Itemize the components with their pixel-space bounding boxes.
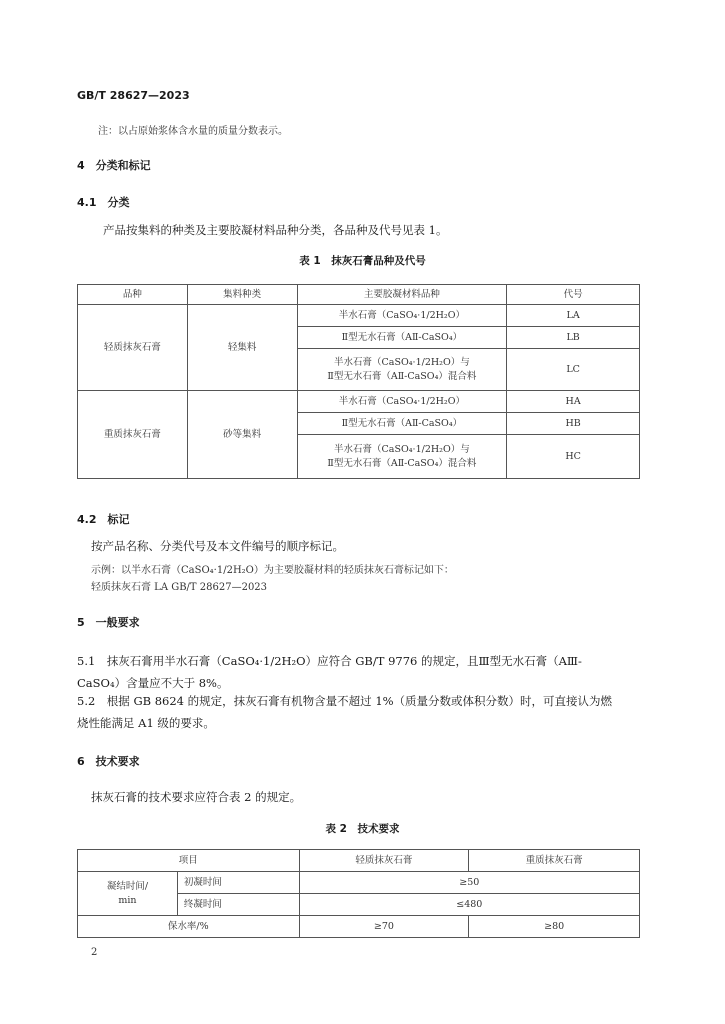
table-1-cell: 砂等集料 [187,391,297,479]
section-4-2-title: 4.2 标记 [77,513,130,526]
note: 注：以占原始浆体含水量的质量分数表示。 [98,126,288,137]
table-1-caption: 表 1 抹灰石膏品种及代号 [299,255,426,267]
table-1-cell [297,435,507,479]
table-1-cell: LA [507,305,640,327]
clause-5-2-line: 烧性能满足 A1 级的要求。 [77,716,215,730]
table-1-cell: 半水石膏（CaSO₄·1/2H₂O） [297,391,507,413]
table-1-cell: Ⅱ型无水石膏（AⅡ-CaSO₄） [297,327,507,349]
table-2-header-light: 轻质抹灰石膏 [299,850,469,872]
section-4-2-example-mark: 轻质抹灰石膏 LA GB/T 28627—2023 [91,582,268,593]
section-6-text: 抹灰石膏的技术要求应符合表 2 的规定。 [91,790,302,804]
table-1-cell: Ⅱ型无水石膏（AⅡ-CaSO₄） [297,413,507,435]
clause-5-1 [77,650,647,694]
page-number: 2 [91,947,98,958]
section-4-title: 4 分类和标记 [77,159,151,172]
table-1-header-code: 代号 [507,285,640,305]
clause-5-2-line: 5.2 根据 GB 8624 的规定，抹灰石膏有机物含量不超过 1%（质量分数或体积分数）时，可直接认为燃 [77,694,613,708]
table-2-cell: ≥50 [299,872,639,894]
table-2-cell: ≥70 [299,916,469,938]
section-5-title: 5 一般要求 [77,616,140,629]
table-1-header-variety: 品种 [78,285,188,305]
section-4-2-example: 示例：以半水石膏（CaSO₄·1/2H₂O）为主要胶凝材料的轻质抹灰石膏标记如下： [91,565,454,576]
table-1-cell: 轻质抹灰石膏 [78,305,188,391]
table-1-cell-line: Ⅱ型无水石膏（AⅡ-CaSO₄）混合料 [327,370,477,382]
standard-code: GB/T 28627—2023 [77,89,190,102]
section-4-2-text: 按产品名称、分类代号及本文件编号的顺序标记。 [91,539,344,553]
section-6-title: 6 技术要求 [77,755,140,768]
table-1 [77,284,640,479]
table-2-cell: ≤480 [299,894,639,916]
table-1-header-material: 主要胶凝材料品种 [297,285,507,305]
table-1-cell: 重质抹灰石膏 [78,391,188,479]
table-2-cell: 保水率/% [78,916,300,938]
clause-5-2 [77,690,647,734]
table-2-cell-line: 凝结时间/ [106,880,149,892]
table-1-cell-line: 半水石膏（CaSO₄·1/2H₂O）与 [334,443,470,455]
table-1-cell: HA [507,391,640,413]
table-1-cell [297,349,507,391]
table-1-header-aggregate: 集料种类 [187,285,297,305]
section-4-1-title: 4.1 分类 [77,196,130,209]
table-2-cell: 终凝时间 [177,894,299,916]
table-2-cell [78,872,178,916]
table-1-cell: LC [507,349,640,391]
table-1-cell: 半水石膏（CaSO₄·1/2H₂O） [297,305,507,327]
table-2 [77,849,640,938]
table-1-cell: LB [507,327,640,349]
table-2-cell-line: min [118,894,137,906]
table-1-cell-line: 半水石膏（CaSO₄·1/2H₂O）与 [334,356,470,368]
table-2-caption: 表 2 技术要求 [325,823,400,835]
table-1-cell: HC [507,435,640,479]
table-1-cell: HB [507,413,640,435]
table-2-cell: ≥80 [469,916,640,938]
table-1-cell: 轻集料 [187,305,297,391]
clause-5-1-line: 5.1 抹灰石膏用半水石膏（CaSO₄·1/2H₂O）应符合 GB/T 9776 的规定，且Ⅲ型无水石膏（AⅢ- [77,654,582,668]
section-4-1-text: 产品按集料的种类及主要胶凝材料品种分类，各品种及代号见表 1。 [103,223,448,237]
table-1-cell-line: Ⅱ型无水石膏（AⅡ-CaSO₄）混合料 [327,457,477,469]
table-2-header-heavy: 重质抹灰石膏 [469,850,640,872]
table-2-header-item: 项目 [78,850,300,872]
clause-5-1-line: CaSO₄）含量应不大于 8%。 [77,676,229,690]
table-2-cell: 初凝时间 [177,872,299,894]
